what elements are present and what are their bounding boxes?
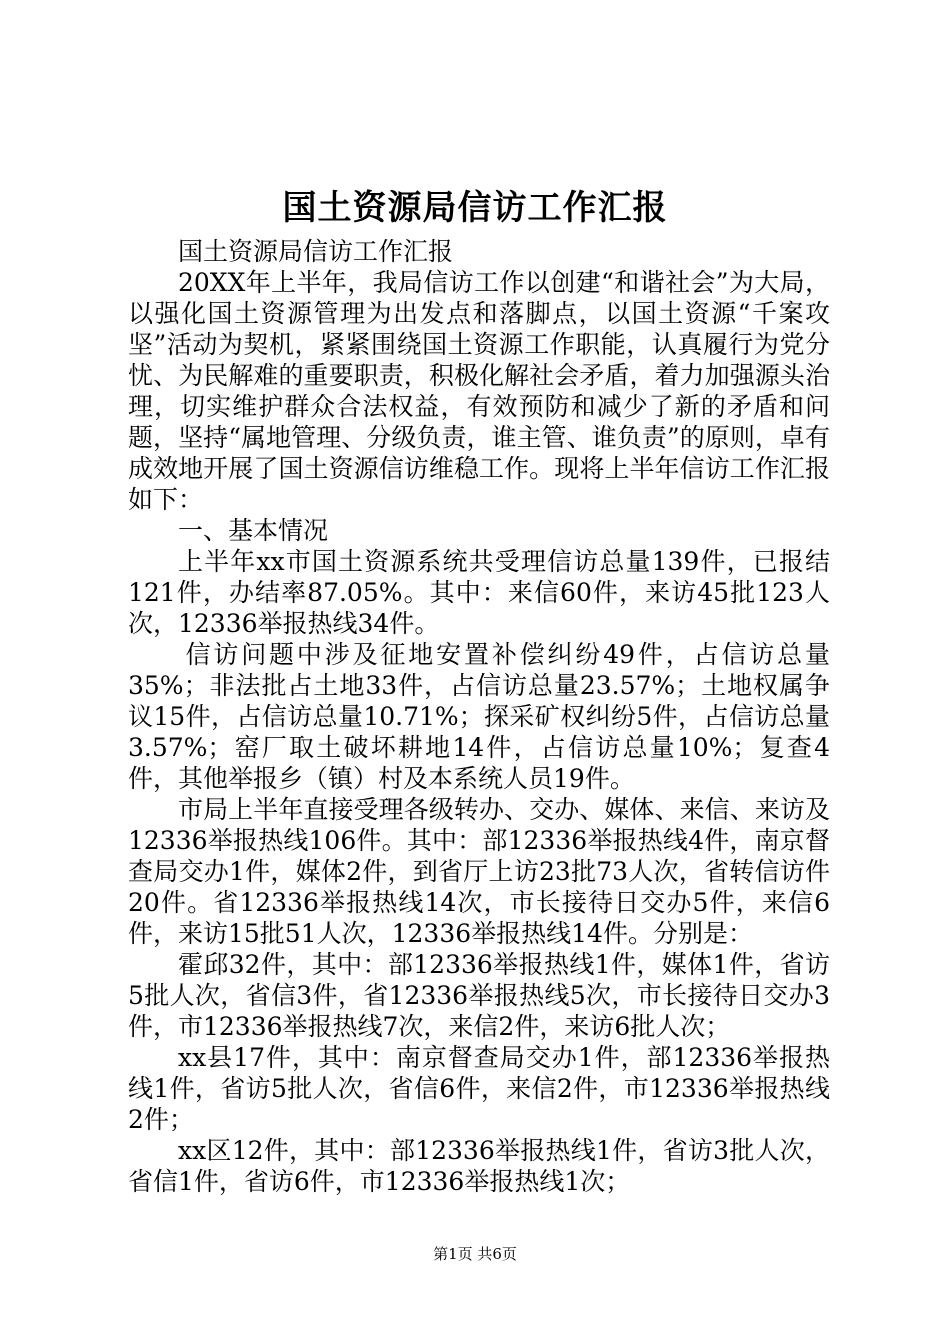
document-body — [128, 236, 830, 1197]
paragraph-huoqiu: 霍邱32件，其中：部12336举报热线1件，媒体1件，省访5批人次，省信3件，省12336举报热线5次，市长接待日交办3件，市12336举报热线7次，来信2件，来访6批人次； — [128, 950, 830, 1041]
paragraph-overview: 上半年xx市国土资源系统共受理信访总量139件，已报结121件，办结率87.05%。其中：来信60件，来访45批123人次，12336举报热线34件。 — [128, 547, 830, 638]
page-number: 第1页 共6页 — [433, 1245, 517, 1263]
paragraph-city-bureau: 市局上半年直接受理各级转办、交办、媒体、来信、来访及12336举报热线106件。其中：部12336举报热线4件，南京督查局交办1件，媒体2件，到省厅上访23批73人次，省转信访件20件。省12336举报热线14次，市长接待日交办5件，来信6件，来访15批51人次，12336举报热线14件。分别是： — [128, 795, 830, 948]
section-heading: 一、基本情况 — [178, 516, 329, 545]
paragraph-issue-breakdown: 信访问题中涉及征地安置补偿纠纷49件，占信访总量35%；非法批占土地33件，占信访总量23.57%；土地权属争议15件，占信访总量10.71%；探采矿权纠纷5件，占信访总量3.57%；窑厂取土破坏耕地14件，占信访总量10%；复查4件，其他举报乡（镇）村及本系统人员19件。 — [128, 640, 830, 793]
paragraph-subtitle: 国土资源局信访工作汇报 — [178, 237, 454, 266]
paragraph-district: xx区12件，其中：部12336举报热线1件，省访3批人次，省信1件，省访6件，市12336举报热线1次； — [128, 1136, 830, 1196]
document-title: 国土资源局信访工作汇报 — [282, 188, 668, 228]
paragraph-county: xx县17件，其中：南京督查局交办1件，部12336举报热线1件，省访5批人次，省信6件，来信2件，市12336举报热线2件； — [128, 1043, 830, 1134]
paragraph-intro: 20XX年上半年，我局信访工作以创建“和谐社会”为大局，以强化国土资源管理为出发点和落脚点，以国土资源“千案攻坚”活动为契机，紧紧围绕国土资源工作职能，认真履行为党分忧、为民解难的重要职责，积极化解社会矛盾，着力加强源头治理，切实维护群众合法权益，有效预防和减少了新的矛盾和问题，坚持“属地管理、分级负责，谁主管、谁负责”的原则，卓有成效地开展了国土资源信访维稳工作。现将上半年信访工作汇报如下： — [128, 268, 830, 514]
